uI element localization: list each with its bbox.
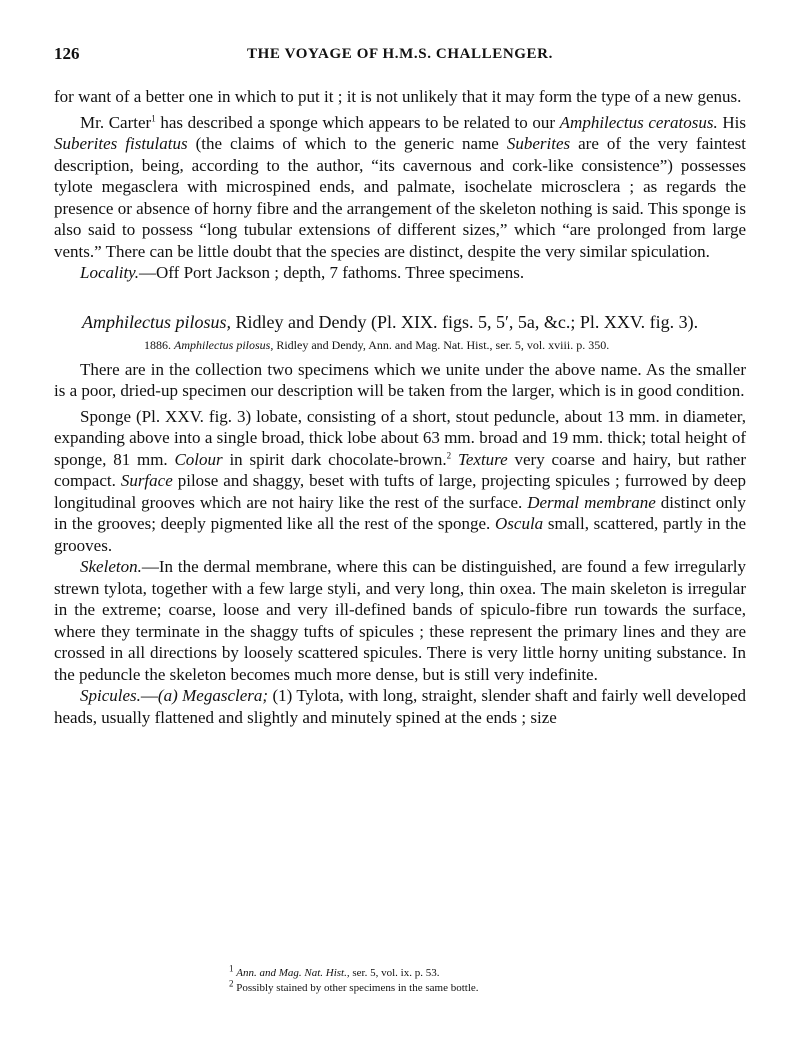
footnote-1 [54, 963, 746, 981]
footnote-text: ser. 5, vol. ix. p. 53. [349, 967, 440, 979]
footnote-journal: Ann. and Mag. Nat. Hist., [236, 967, 350, 979]
text-run: are of the very faintest description, being, according to the author, “its cavernous and cork-like consistence”) possesses tylote megasclera with microspined ends, and palmate, isochelate microsclera ; as regards the presence or absence of horny fibre and the arrangement of the skeleton nothing is said. This sponge is also said to possess “long tubular extensions of different sizes,” which “are prolonged from large vents.” There can be little doubt that the species are distinct, despite the very similar spiculation. [54, 134, 746, 261]
term-texture: Texture [457, 449, 508, 469]
taxon-name: Suberites fistulatus [54, 134, 188, 153]
text-run: distinct only in the grooves; deeply pigmented like all the rest of the sponge. [54, 492, 747, 533]
footnotes [54, 963, 746, 996]
text-run: (1) Tylota, with long, straight, slender shaft and fairly well developed heads, usually flattened and slightly and minutely spined at the ends ; size [54, 686, 746, 727]
text-run: has described a sponge which appears to be related to our [155, 112, 560, 132]
footnote-number: 1 [229, 963, 234, 974]
paragraph-collection: There are in the collection two specimens which we unite under the above name. As the smaller is a poor, dried-up specimen our description will be taken from the larger, which is in good condition. [54, 359, 746, 400]
text-run: in spirit dark chocolate-brown. [222, 449, 447, 469]
footnote-2 [54, 978, 746, 996]
synonymy-year: 1886. [144, 337, 174, 352]
footnote-ref-2: 2 [446, 449, 452, 460]
text-run: pilose and shaggy, beset with tufts of large, projecting spicules ; furrowed by deep longitudinal grooves which are not hairy like the rest of the surface. [54, 471, 746, 512]
text-run: —In the dermal membrane, where this can be distinguished, are found a few irregularly strewn tylota, together with a few large styli, and very long, thin oxea. The main skeleton is irregular in the extreme; coarse, loose and very ill-defined bands of spiculo-fibre run towards the surface, where they terminate in the shaggy tufts of spicules ; these represent the primary lines and they are crossed in all directions by loosely scattered spicules. There is very little horny uniting substance. In the peduncle the skeleton becomes much more dense, but is still very indefinite. [54, 557, 746, 684]
text-run: Sponge (Pl. XXV. fig. 3) lobate, consisting of a short, stout peduncle, about 13 mm. in diameter, expanding above into a single broad, thick lobe about 63 mm. broad and 19 mm. thick; total height of sponge, 81 mm. [54, 406, 746, 469]
term-skeleton: Skeleton. [80, 557, 142, 576]
text-run: (the claims of which to the generic name [187, 134, 507, 153]
paragraph-carter [54, 112, 746, 263]
synonymy-name: Amphilectus pilosus, [174, 337, 274, 352]
term-dermal-membrane: Dermal membrane [527, 492, 656, 512]
term-surface: Surface [120, 471, 173, 490]
term-megasclera: (a) Megasclera; [157, 686, 269, 705]
paragraph-spicules [54, 685, 746, 728]
page-number: 126 [54, 44, 80, 63]
paragraph-continued: for want of a better one in which to put it ; it is not unlikely that it may form the type of a new genus. [54, 87, 742, 106]
locality-label: Locality. [80, 263, 140, 282]
taxon-name: Amphilectus ceratosus. [559, 112, 718, 132]
synonymy-citation: Ridley and Dendy, Ann. and Mag. Nat. Hist., ser. 5, vol. xviii. p. 350. [273, 337, 610, 352]
main-text [54, 86, 746, 728]
taxon-name: Suberites [506, 134, 571, 153]
species-authority: Ridley and Dendy (Pl. XIX. figs. 5, 5′, 5a, &c.; Pl. XXV. fig. 3). [231, 311, 699, 332]
paragraph-sponge [54, 406, 746, 557]
paragraph-locality [54, 262, 746, 284]
term-colour: Colour [174, 449, 223, 469]
running-title: THE VOYAGE OF H.M.S. CHALLENGER. [247, 46, 553, 62]
text-run: —Off Port Jackson ; depth, 7 fathoms. Three specimens. [139, 263, 525, 282]
text-run: — [140, 686, 158, 705]
text-run: small, scattered, partly in the grooves. [54, 514, 746, 555]
text-run: His [717, 112, 746, 132]
paragraph-skeleton [54, 556, 746, 685]
synonymy-entry [54, 338, 746, 353]
page-header [54, 44, 746, 68]
text-run: Mr. Carter [80, 112, 152, 132]
text-run: very coarse and hairy, but rather compact. [54, 449, 747, 490]
species-heading [54, 310, 746, 334]
footnote-number: 2 [229, 978, 234, 989]
section-gap [54, 284, 746, 310]
species-name: Amphilectus pilosus, [82, 311, 231, 332]
term-spicules: Spicules. [80, 686, 141, 705]
term-oscula: Oscula [495, 514, 544, 533]
footnote-ref-1: 1 [151, 112, 156, 123]
footnote-text: Possibly stained by other specimens in the same bottle. [236, 982, 479, 994]
